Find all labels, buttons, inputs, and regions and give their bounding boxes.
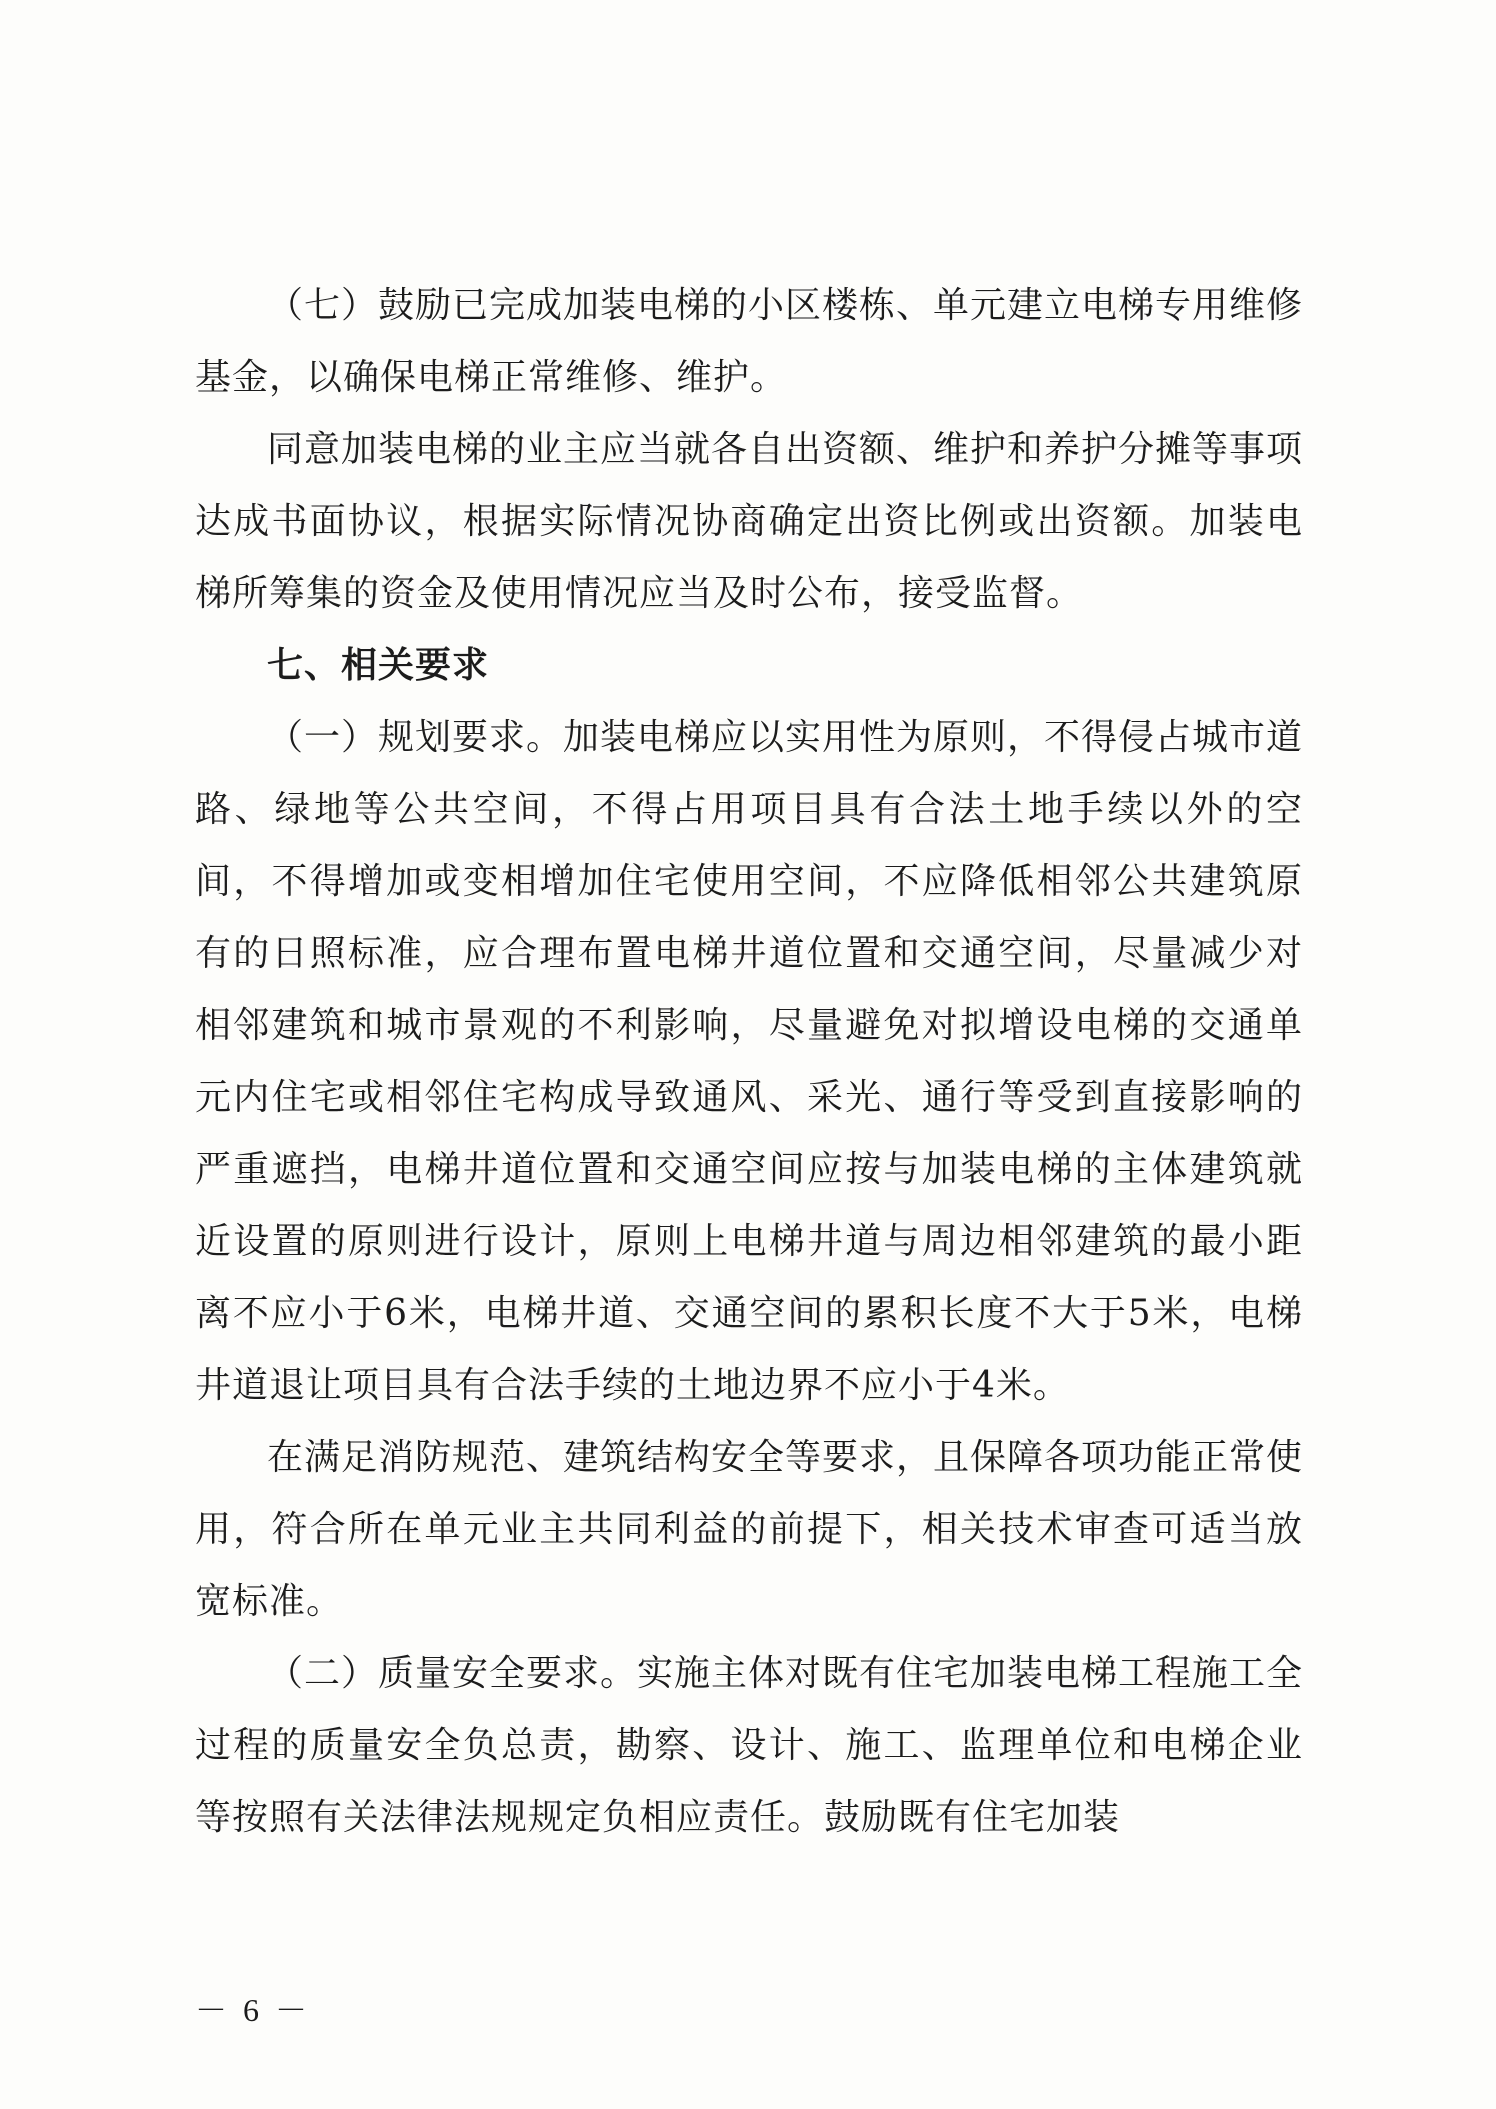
document-body bbox=[195, 270, 1303, 1854]
section-heading-requirements: 七、相关要求 bbox=[267, 645, 490, 686]
page-number: － 6 － bbox=[195, 1992, 312, 2028]
paragraph-maintenance-fund: （七）鼓励已完成加装电梯的小区楼栋、单元建立电梯专用维修基金，以确保电梯正常维修、维护。 bbox=[195, 285, 1304, 398]
paragraph-relaxed-standards: 在满足消防规范、建筑结构安全等要求，且保障各项功能正常使用，符合所在单元业主共同利益的前提下，相关技术审查可适当放宽标准。 bbox=[195, 1437, 1304, 1622]
paragraph-planning-requirements: （一）规划要求。加装电梯应以实用性为原则，不得侵占城市道路、绿地等公共空间，不得占用项目具有合法土地手续以外的空间，不得增加或变相增加住宅使用空间，不应降低相邻公共建筑原有的日照标准，应合理布置电梯井道位置和交通空间，尽量减少对相邻建筑和城市景观的不利影响，尽量避免对拟增设电梯的交通单元内住宅或相邻住宅构成导致通风、采光、通行等受到直接影响的严重遮挡，电梯井道位置和交通空间应按与加装电梯的主体建筑就近设置的原则进行设计，原则上电梯井道与周边相邻建筑的最小距离不应小于6米，电梯井道、交通空间的累积长度不大于5米，电梯井道退让项目具有合法手续的土地边界不应小于4米。 bbox=[195, 717, 1304, 1406]
paragraph-funding-agreement: 同意加装电梯的业主应当就各自出资额、维护和养护分摊等事项达成书面协议，根据实际情况协商确定出资比例或出资额。加装电梯所筹集的资金及使用情况应当及时公布，接受监督。 bbox=[195, 429, 1304, 614]
paragraph-quality-safety: （二）质量安全要求。实施主体对既有住宅加装电梯工程施工全过程的质量安全负总责，勘察、设计、施工、监理单位和电梯企业等按照有关法律法规规定负相应责任。鼓励既有住宅加装 bbox=[195, 1653, 1304, 1838]
